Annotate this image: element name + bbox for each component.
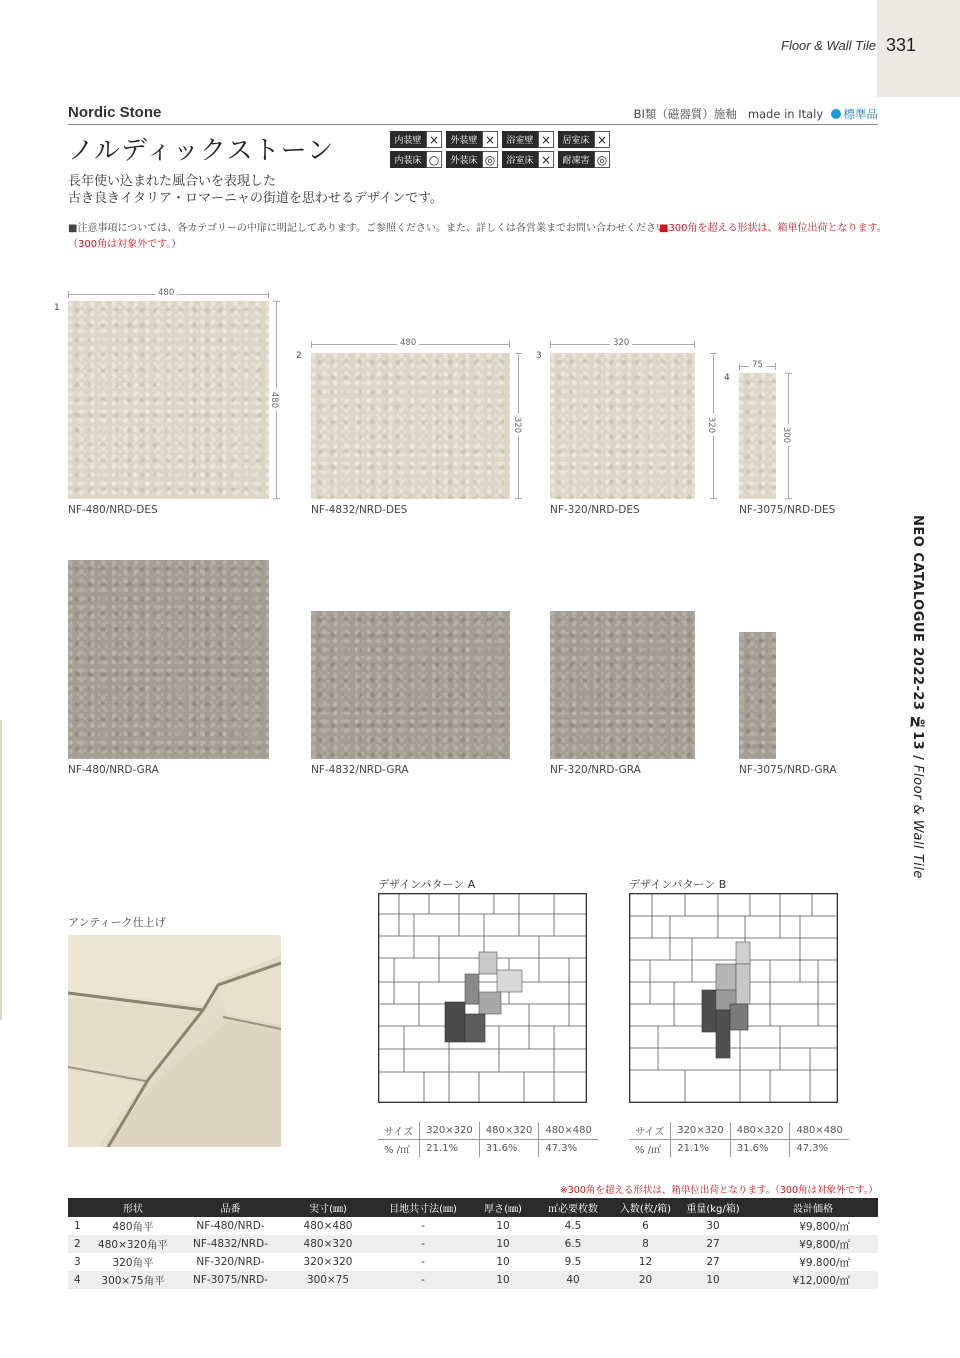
ratio-size-row: [378, 1122, 598, 1140]
tile-number: 2: [296, 351, 302, 361]
page-number: 331: [886, 35, 917, 55]
shipping-note-exception: （300角は対象外です。）: [68, 239, 182, 250]
ratio-cell: サイズ: [378, 1122, 420, 1140]
ratio-cell: 31.6%: [479, 1140, 539, 1158]
product-code: NF-3075/NRD-DES: [739, 504, 836, 516]
row-number: 2: [68, 1235, 88, 1253]
usage-grid: [390, 131, 612, 168]
usage-label: 外装床: [446, 151, 482, 168]
usage-cell: [558, 131, 612, 148]
actual-size: 480×320: [283, 1235, 373, 1253]
section-meta: [634, 106, 878, 122]
ratio-cell: 480×320: [479, 1122, 539, 1140]
dimension-width: 480: [397, 338, 419, 348]
usage-cell: [446, 151, 500, 168]
price-table: [68, 1198, 878, 1289]
ratio-cell: 31.6%: [730, 1140, 790, 1158]
ratio-cell: 480×480: [790, 1122, 849, 1140]
usage-mark: ◎: [594, 151, 610, 168]
joint-size: -: [421, 1256, 425, 1268]
header-cell: 目地共寸法(㎜): [373, 1198, 473, 1217]
weight: 27: [678, 1235, 748, 1253]
section-title-en: Nordic Stone: [68, 104, 162, 121]
thickness: 10: [496, 1220, 510, 1232]
ratio-cell: % /㎡: [629, 1140, 671, 1158]
dimension-width: 75: [749, 360, 766, 370]
ratio-cell: 480×480: [539, 1122, 598, 1140]
weight: 27: [706, 1256, 720, 1268]
product-code: NF-3075/NRD-GRA: [739, 764, 837, 776]
pieces-per-box: 12: [638, 1256, 653, 1268]
catalogue-side-title: [910, 515, 925, 879]
product-code: NF-480/NRD-: [196, 1220, 265, 1232]
price: ¥9,800/㎡: [799, 1220, 850, 1233]
actual-size: 300×75: [283, 1271, 373, 1289]
tile-image-4832-des: [311, 353, 510, 499]
description-line-2: 古き良きイタリア・ロマーニャの街道を思わせるデザインです。: [68, 191, 444, 206]
dimension-height: 320: [706, 414, 716, 436]
standard-label: 標準品: [843, 107, 878, 121]
usage-mark: ◎: [482, 151, 498, 168]
usage-label: 浴室床: [502, 151, 538, 168]
product-code: NF-4832/NRD-GRA: [311, 764, 409, 776]
table-row: [68, 1235, 878, 1253]
pieces-per-box: 8: [613, 1235, 678, 1253]
general-note: ■注意事項については、各カテゴリーの中扉に明記してあります。ご参照ください。また、詳しくは各営業までお問い合わせください。: [68, 223, 677, 234]
header-cell: 重量(kg/箱): [678, 1198, 748, 1217]
pieces-per-box: 6: [642, 1220, 649, 1232]
pieces-per-sqm: 9.5: [564, 1256, 582, 1268]
actual-size: 480×480: [303, 1220, 353, 1232]
ratio-percent-row: [378, 1140, 598, 1158]
ratio-percent-row: [629, 1140, 849, 1158]
pattern-b-diagram: [629, 893, 838, 1103]
tile-image-320-des: [550, 353, 695, 499]
price: ¥12,000/㎡: [748, 1271, 878, 1289]
product-code: NF-480/NRD-DES: [68, 504, 158, 516]
ratio-cell: % /㎡: [378, 1140, 420, 1158]
thickness: 10: [496, 1256, 510, 1268]
shape: 480角平: [112, 1220, 154, 1233]
header-cell: 設計価格: [748, 1198, 878, 1217]
description-line-1: 長年使い込まれた風合いを表現した: [68, 174, 277, 189]
header-cell: 形状: [88, 1198, 178, 1217]
actual-size: 320×320: [303, 1256, 353, 1268]
usage-cell: [446, 131, 500, 148]
weight: 10: [678, 1271, 748, 1289]
usage-label: 耐凍害: [558, 151, 594, 168]
ratio-cell: 21.1%: [420, 1140, 480, 1158]
header-cell: [68, 1198, 88, 1217]
ratio-cell: 320×320: [671, 1122, 731, 1140]
pieces-per-sqm: 4.5: [564, 1220, 582, 1232]
pattern-a-label: デザインパターン A: [378, 878, 476, 891]
product-code: NF-4832/NRD-: [178, 1235, 283, 1253]
thickness: 10: [473, 1235, 533, 1253]
tile-image-4832-gra: [311, 611, 510, 759]
row-number: 1: [74, 1220, 81, 1232]
header-cell: 入数(枚/箱): [613, 1198, 678, 1217]
ratio-cell: サイズ: [629, 1122, 671, 1140]
price: ¥9,800/㎡: [748, 1235, 878, 1253]
shape: 300×75角平: [88, 1271, 178, 1289]
usage-mark: ×: [538, 131, 554, 148]
table-row: [68, 1271, 878, 1289]
pattern-b-svg: [630, 894, 837, 1102]
ratio-cell: 21.1%: [671, 1140, 731, 1158]
pattern-a-svg: [379, 894, 586, 1102]
header-category: Floor & Wall Tile: [781, 38, 876, 53]
weight: 30: [706, 1220, 720, 1232]
table-row: [68, 1217, 878, 1235]
price: ¥9.800/㎡: [799, 1256, 850, 1269]
tile-image-480-gra: [68, 560, 269, 759]
antique-label: アンティーク仕上げ: [68, 916, 166, 929]
tile-number: 3: [536, 351, 542, 361]
ratio-cell: 47.3%: [796, 1143, 829, 1154]
pieces-per-box: 20: [613, 1271, 678, 1289]
joint-size: -: [373, 1271, 473, 1289]
usage-mark: ×: [594, 131, 610, 148]
usage-mark: ×: [538, 151, 554, 168]
side-title-bold: NEO CATALOGUE 2022-23 №13 /: [910, 515, 925, 761]
usage-label: 外装壁: [446, 131, 482, 148]
section-title-jp: ノルディックストーン: [68, 136, 335, 166]
shape: 480×320角平: [88, 1235, 178, 1253]
thickness: 10: [473, 1271, 533, 1289]
usage-cell: [390, 151, 444, 168]
pattern-b-label: デザインパターン B: [629, 878, 727, 891]
shipping-note: ■300角を超える形状は、箱単位出荷となります。: [659, 223, 887, 234]
standard-dot-icon: [831, 109, 841, 119]
header-cell: 厚さ(㎜): [473, 1198, 533, 1217]
header-cell: 実寸(㎜): [283, 1198, 373, 1217]
ratio-cell: 47.3%: [545, 1143, 578, 1154]
joint-size: -: [421, 1220, 425, 1232]
class-info: BⅠ類（磁器質）施釉: [633, 107, 737, 121]
antique-finish-illustration: [68, 935, 281, 1147]
shape: 320角平: [112, 1256, 154, 1269]
row-number: 3: [74, 1256, 81, 1268]
page-edge-mark: [0, 720, 2, 1020]
pattern-a-diagram: [378, 893, 587, 1103]
tile-number: 1: [54, 303, 60, 313]
tile-image-480-des: [68, 301, 269, 499]
header-cell: ㎡必要枚数: [533, 1198, 613, 1217]
tile-number: 4: [724, 373, 730, 383]
antique-finish-photo: [68, 935, 281, 1147]
tile-image-3075-des: [739, 373, 776, 499]
description: [68, 173, 443, 207]
usage-label: 内装床: [390, 151, 426, 168]
header-cell: 品番: [178, 1198, 283, 1217]
origin: made in Italy: [747, 107, 824, 121]
usage-mark: ×: [426, 131, 442, 148]
dimension-height: 480: [269, 389, 279, 411]
tile-image-3075-gra: [739, 632, 776, 759]
dimension-height: 300: [781, 424, 791, 446]
usage-cell: [502, 151, 556, 168]
tile-image-320-gra: [550, 611, 695, 759]
pattern-a-ratio-table: [378, 1122, 598, 1157]
pieces-per-sqm: 40: [533, 1271, 613, 1289]
dimension-width: 480: [155, 288, 177, 298]
usage-cell: [390, 131, 444, 148]
price-table-note: ※300角を超える形状は、箱単位出荷となります。（300角は対象外です。）: [559, 1185, 878, 1196]
product-code: NF-320/NRD-DES: [550, 504, 640, 516]
pieces-per-sqm: 6.5: [533, 1235, 613, 1253]
ratio-size-row: [629, 1122, 849, 1140]
dimension-width: 320: [610, 338, 632, 348]
usage-label: 居室床: [558, 131, 594, 148]
usage-mark: ○: [426, 151, 442, 168]
product-code: NF-4832/NRD-DES: [311, 504, 408, 516]
usage-cell: [558, 151, 612, 168]
pattern-b-ratio-table: [629, 1122, 849, 1157]
usage-mark: ×: [482, 131, 498, 148]
product-code: NF-480/NRD-GRA: [68, 764, 159, 776]
ratio-cell: 320×320: [420, 1122, 480, 1140]
usage-label: 浴室壁: [502, 131, 538, 148]
product-code: NF-320/NRD-GRA: [550, 764, 641, 776]
product-code: NF-320/NRD-: [196, 1256, 265, 1268]
table-row: [68, 1253, 878, 1271]
price-table-header-row: [68, 1198, 878, 1217]
dimension-height: 320: [512, 414, 522, 436]
side-title-italic: Floor & Wall Tile: [910, 760, 925, 879]
usage-cell: [502, 131, 556, 148]
ratio-cell: 480×320: [730, 1122, 790, 1140]
joint-size: -: [373, 1235, 473, 1253]
usage-label: 内装壁: [390, 131, 426, 148]
row-number: 4: [68, 1271, 88, 1289]
product-code: NF-3075/NRD-: [178, 1271, 283, 1289]
section-rule: [68, 124, 878, 125]
